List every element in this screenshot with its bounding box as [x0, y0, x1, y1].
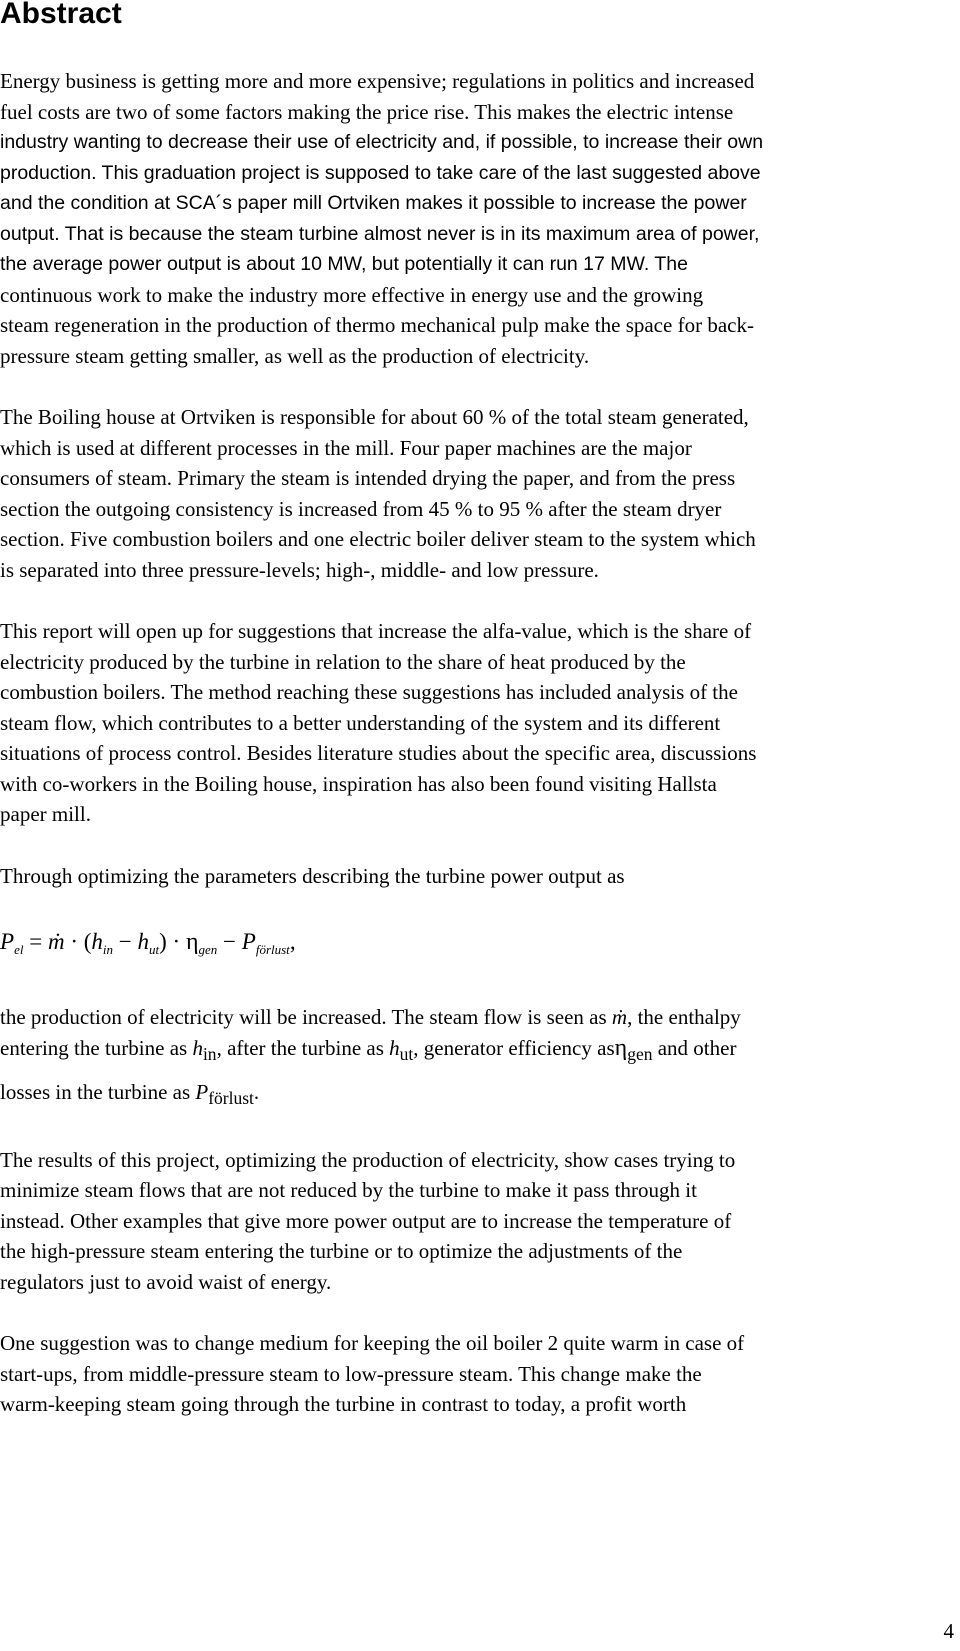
paragraph-2 [0, 402, 960, 585]
formula-operator: , [289, 929, 296, 954]
text-line: which is used at different processes in the mill. Four paper machines are the major [0, 435, 692, 460]
paragraph-1 [0, 66, 960, 371]
formula-symbol: ṁ [47, 929, 65, 954]
paragraph-5 [0, 1002, 960, 1114]
paragraph-3 [0, 616, 960, 830]
text-line: output. That is because the steam turbine almost never is in its maximum area of power, [0, 222, 760, 245]
text-line [0, 1033, 960, 1070]
text-line: Energy business is getting more and more expensive; regulations in politics and increased [0, 69, 755, 93]
text-line: start-ups, from middle-pressure steam to low-pressure steam. This change make the [0, 1361, 702, 1386]
text-line: production. This graduation project is supposed to take care of the last suggested above [0, 161, 761, 184]
text-line: minimize steam flows that are not reduced by the turbine to make it pass through it [0, 1178, 697, 1203]
formula-symbol: η [185, 929, 199, 955]
page-number: 4 [943, 1619, 954, 1643]
text-line: regulators just to avoid waist of energy. [0, 1269, 332, 1294]
text-line [0, 1002, 960, 1033]
page-heading: Abstract [0, 0, 122, 30]
text-run: and other [652, 1035, 737, 1060]
text-line: The Boiling house at Ortviken is responsible for about 60 % of the total steam generated, [0, 405, 749, 429]
text-line: electricity produced by the turbine in relation to the share of heat produced by the [0, 649, 686, 674]
text-line [0, 1077, 960, 1114]
formula-operator: − [113, 929, 138, 954]
text-line: section. Five combustion boilers and one electric boiler deliver steam to the system which [0, 527, 756, 551]
paragraph-6 [0, 1145, 960, 1298]
text-line: The results of this project, optimizing the production of electricity, show cases trying to [0, 1147, 736, 1172]
formula-subscript: förlust [255, 942, 290, 957]
text-line: pressure steam getting smaller, as well as the production of electricity. [0, 343, 590, 368]
text-line: is separated into three pressure-levels; high-, middle- and low pressure. [0, 557, 599, 582]
math-subscript: gen [627, 1043, 653, 1064]
math-symbol: P [195, 1080, 209, 1105]
formula-symbol: h [91, 929, 103, 954]
text-run: the production of electricity will be increased. The steam flow is seen as [0, 1005, 612, 1029]
text-line: fuel costs are two of some factors making the price rise. This makes the electric intense [0, 99, 734, 124]
formula-subscript: in [102, 942, 114, 957]
formula-subscript: ut [149, 942, 160, 957]
text-line: situations of process control. Besides literature studies about the specific area, discussions [0, 741, 757, 765]
text-run: , after the turbine as [216, 1035, 390, 1060]
formula-subscript: gen [198, 942, 218, 957]
text-run: . [253, 1080, 260, 1105]
text-line: section the outgoing consistency is increased from 45 % to 95 % after the steam dryer [0, 496, 722, 521]
math-subscript: in [202, 1043, 217, 1064]
text-line: steam flow, which contributes to a better understanding of the system and its different [0, 710, 721, 735]
text-line: industry wanting to decrease their use of electricity and, if possible, to increase their own [0, 131, 764, 153]
formula-operator: − [217, 929, 242, 954]
text-line: warm-keeping steam going through the turbine in contrast to today, a profit worth [0, 1392, 687, 1417]
math-subscript: ut [399, 1043, 414, 1064]
text-line: combustion boilers. The method reaching these suggestions has included analysis of the [0, 680, 738, 704]
text-line: Through optimizing the parameters describing the turbine power output as [0, 863, 625, 888]
math-subscript: förlust [208, 1088, 254, 1109]
abstract-body [0, 66, 960, 1451]
formula-symbol: P [241, 929, 256, 954]
text-run: , generator efficiency as [413, 1035, 615, 1060]
paragraph-4 [0, 861, 960, 892]
text-line: One suggestion was to change medium for keeping the oil boiler 2 quite warm in case of [0, 1331, 745, 1356]
formula-operator: ) · [159, 929, 186, 954]
text-line: steam regeneration in the production of thermo mechanical pulp make the space for back- [0, 313, 754, 337]
text-line: This report will open up for suggestions that increase the alfa-value, which is the share of [0, 619, 752, 643]
math-symbol: η [614, 1034, 628, 1061]
math-symbol: h [389, 1035, 400, 1060]
text-line: instead. Other examples that give more power output are to increase the temperature of [0, 1208, 732, 1233]
text-line: continuous work to make the industry more effective in energy use and the growing [0, 282, 704, 307]
text-line: and the condition at SCA´s paper mill Ortviken makes it possible to increase the power [0, 192, 747, 214]
text-line: with co-workers in the Boiling house, inspiration has also been found visiting Hallsta [0, 771, 717, 796]
power-output-formula [0, 922, 960, 962]
text-line: the high-pressure steam entering the turbine or to optimize the adjustments of the [0, 1239, 683, 1264]
text-line: the average power output is about 10 MW, but potentially it can run 17 MW. The [0, 253, 688, 275]
text-run: entering the turbine as [0, 1035, 193, 1060]
text-run: , the enthalpy [627, 1005, 741, 1029]
formula-operator: = [23, 929, 48, 954]
text-line: paper mill. [0, 802, 91, 826]
formula-symbol: P [0, 929, 15, 954]
formula-subscript: el [14, 942, 24, 957]
math-symbol: ṁ [611, 1005, 628, 1029]
paragraph-7 [0, 1328, 960, 1420]
text-run: losses in the turbine as [0, 1080, 196, 1105]
math-symbol: h [192, 1035, 203, 1060]
formula-operator: · ( [64, 929, 92, 954]
text-line: consumers of steam. Primary the steam is intended drying the paper, and from the press [0, 466, 736, 490]
formula-symbol: h [137, 929, 149, 954]
